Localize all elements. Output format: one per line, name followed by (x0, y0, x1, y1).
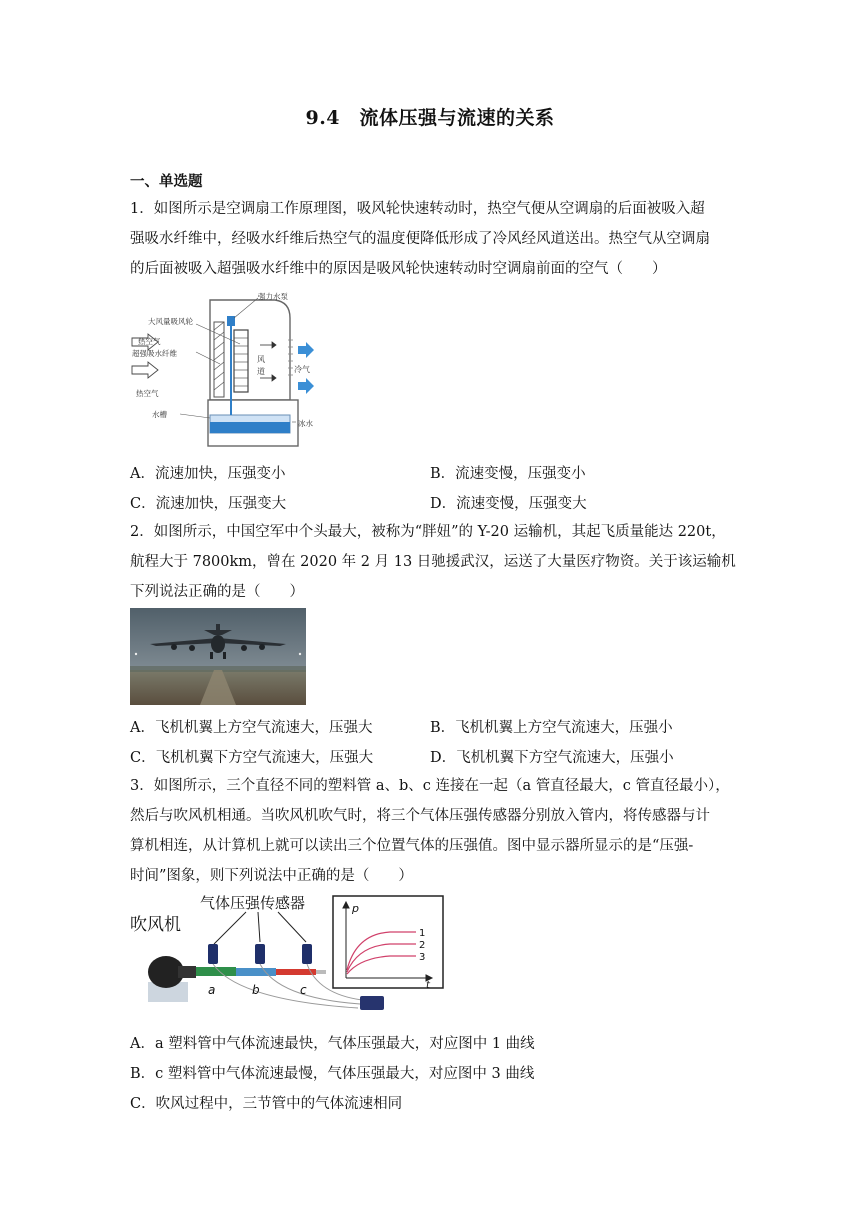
label-tube-c: c (300, 983, 307, 997)
q3-line-2: 然后与吹风机相通。当吹风机吹气时，将三个气体压强传感器分别放入管内，将传感器与计 (130, 808, 710, 824)
q2-option-b[interactable]: B．飞机机翼上方空气流速大，压强小 (430, 720, 673, 736)
q3-line-3: 算机相连，从计算机上就可以读出三个位置气体的压强值。图中显示器所显示的是“压强- (130, 838, 694, 854)
q2-option-c[interactable]: C．飞机机翼下方空气流速大，压强大 (130, 750, 374, 766)
q2-line-2: 航程大于 7800km，曾在 2020 年 2 月 13 日驰援武汉，运送了大量医疗物资。关于该运输机 (130, 554, 736, 570)
axis-p: p (352, 902, 359, 915)
air-cooler-diagram (130, 290, 330, 450)
q1-option-d[interactable]: D．流速变慢，压强变大 (430, 496, 587, 512)
q3-option-a[interactable]: A．a 塑料管中气体流速最快，气体压强最大，对应图中 1 曲线 (130, 1036, 535, 1052)
q1-line-2: 强吸水纤维中，经吸水纤维后热空气的温度便降低形成了冷风经风道送出。热空气从空调扇 (130, 231, 710, 247)
q2-line-1: 2．如图所示，中国空军中个头最大，被称为“胖妞”的 Y-20 运输机，其起飞质量能达 220t， (130, 524, 726, 540)
q3-line-1: 3．如图所示，三个直径不同的塑料管 a、b、c 连接在一起（a 管直径最大，c 管直径最小）， (130, 778, 730, 794)
axis-t: t (426, 980, 430, 991)
label-duct-2: 道 (257, 367, 265, 376)
label-ice-water: 冰水 (298, 419, 313, 428)
q2-option-d[interactable]: D．飞机机翼下方空气流速大，压强小 (430, 750, 674, 766)
q3-option-c[interactable]: C．吹风过程中，三节管中的气体流速相同 (130, 1096, 403, 1112)
label-pump: 强力水泵 (258, 292, 288, 301)
q1-line-3: 的后面被吸入超强吸水纤维中的原因是吸风轮快速转动时空调扇前面的空气（ ） (130, 261, 667, 277)
label-wheel: 大风量吸风轮 (148, 317, 193, 326)
label-cold-air: 冷气 (294, 365, 310, 374)
page-title: 9.4 流体压强与流速的关系 (305, 107, 555, 129)
q1-option-a[interactable]: A．流速加快，压强变小 (130, 466, 286, 482)
label-tank: 水槽 (152, 410, 167, 419)
label-hot-air-2: 热空气 (136, 389, 159, 398)
q2-option-a[interactable]: A．飞机机翼上方空气流速大，压强大 (130, 720, 373, 736)
q1-option-c[interactable]: C．流速加快，压强变大 (130, 496, 287, 512)
label-blower: 吹风机 (130, 915, 181, 935)
label-tube-a: a (208, 983, 216, 997)
label-duct-1: 风 (257, 355, 265, 364)
curve-3-label: 3 (419, 952, 426, 963)
label-fiber: 超强吸水纤维 (132, 349, 177, 358)
section-heading: 一、单选题 (130, 173, 203, 190)
y20-aircraft-photo (130, 608, 306, 705)
q2-line-3: 下列说法正确的是（ ） (130, 584, 304, 600)
curve-2-label: 2 (419, 940, 426, 951)
q1-line-1: 1．如图所示是空调扇工作原理图，吸风轮快速转动时，热空气便从空调扇的后面被吸入超 (130, 201, 705, 217)
q3-line-4: 时间”图象，则下列说法中正确的是（ ） (130, 868, 413, 884)
label-tube-b: b (252, 983, 260, 997)
pressure-sensor-diagram (128, 890, 448, 1022)
label-hot-air-1: 热空气 (138, 337, 161, 346)
label-sensor: 气体压强传感器 (200, 894, 306, 912)
q3-option-b[interactable]: B．c 塑料管中气体流速最慢，气体压强最大，对应图中 3 曲线 (130, 1066, 535, 1082)
curve-1-label: 1 (419, 928, 426, 939)
q1-option-b[interactable]: B．流速变慢，压强变小 (430, 466, 586, 482)
